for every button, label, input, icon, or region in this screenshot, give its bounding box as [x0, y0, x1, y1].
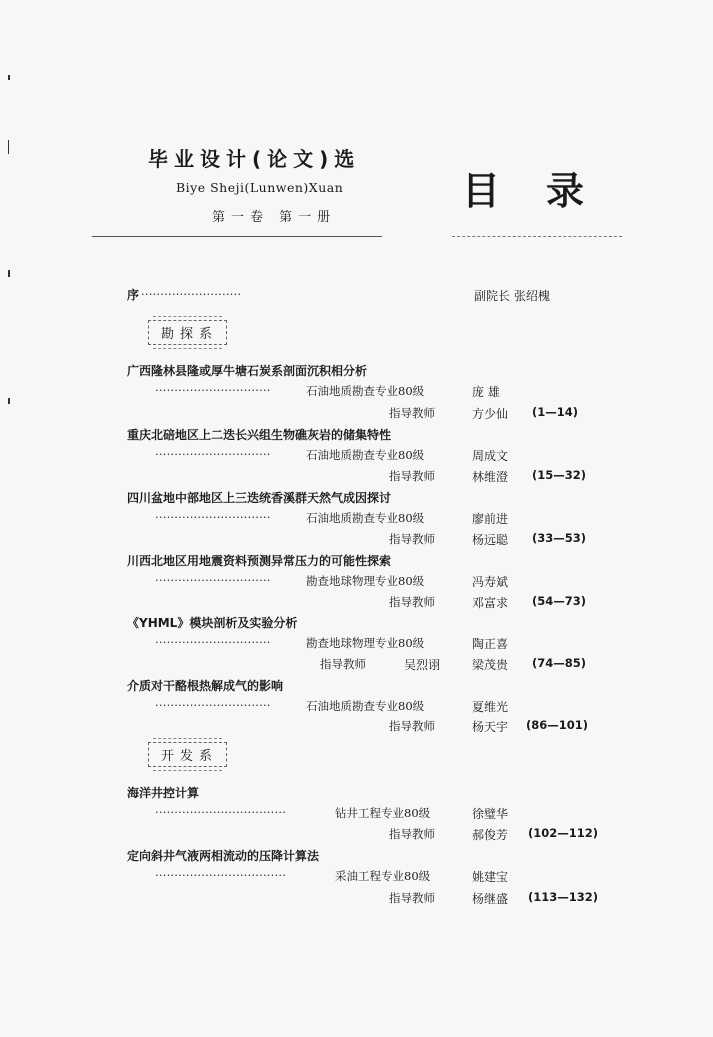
advisor-label: 指导教师: [389, 532, 435, 546]
series-title: 毕业设计(论文)选: [148, 147, 361, 171]
entry-dots: ······························: [155, 698, 271, 712]
entry-dots: ······························: [155, 510, 271, 524]
advisor-label: 指导教师: [389, 406, 435, 420]
entry-advisor: 杨远聪: [472, 533, 509, 547]
entry-advisor: 邓富求: [472, 596, 509, 610]
preface-author: 副院长 张绍槐: [474, 289, 550, 303]
entry-advisor: 林维澄: [472, 470, 509, 484]
entry-advisor: 方少仙: [472, 407, 509, 421]
entry-advisor: 梁茂贵: [472, 658, 509, 672]
entry-dots: ······························: [155, 573, 271, 587]
preface-dots: ··························: [141, 287, 242, 301]
advisor-label: 指导教师: [389, 891, 435, 905]
entry-student: 冯寿斌: [472, 575, 509, 589]
entry-dots: ······························: [155, 447, 271, 461]
entry-title: 海洋井控计算: [127, 786, 200, 800]
entry-major: 石油地质勘查专业80级: [306, 699, 425, 713]
entry-title: 广西隆林县隆或厚牛塘石炭系剖面沉积相分析: [127, 364, 368, 378]
entry-title: 定向斜井气液两相流动的压降计算法: [127, 849, 320, 863]
entry-major: 石油地质勘查专业80级: [306, 384, 425, 398]
entry-title: 四川盆地中部地区上三迭统香溪群天然气成因探讨: [127, 491, 392, 505]
advisor-label: 指导教师: [320, 657, 366, 671]
entry-advisor-secondary: 吴烈诩: [404, 658, 441, 672]
entry-title: 重庆北碚地区上二迭长兴组生物礁灰岩的储集特性: [127, 428, 392, 442]
entry-major: 采油工程专业80级: [335, 869, 431, 883]
scan-speck: [8, 140, 9, 154]
department-exploration: 勘探系: [148, 320, 227, 345]
scan-speck: [8, 398, 10, 404]
scan-speck: [8, 75, 10, 80]
entry-pages: (1—14): [532, 405, 579, 419]
advisor-label: 指导教师: [389, 469, 435, 483]
contents-title: 目录: [462, 169, 631, 213]
entry-title: 介质对干酪根热解成气的影响: [127, 679, 284, 693]
entry-student: 徐璧华: [472, 807, 509, 821]
series-pinyin: Biye Sheji(Lunwen)Xuan: [176, 180, 344, 195]
entry-pages: (54—73): [532, 594, 587, 608]
entry-major: 勘查地球物理专业80级: [306, 574, 425, 588]
entry-dots: ··································: [155, 805, 287, 819]
entry-pages: (33—53): [532, 531, 587, 545]
entry-student: 姚建宝: [472, 870, 509, 884]
entry-major: 勘查地球物理专业80级: [306, 636, 425, 650]
department-development: 开发系: [148, 742, 227, 767]
entry-student: 夏维光: [472, 700, 509, 714]
header-rule-left: [92, 236, 382, 237]
entry-major: 钻井工程专业80级: [335, 806, 431, 820]
scan-speck: [8, 270, 10, 277]
advisor-label: 指导教师: [389, 595, 435, 609]
entry-advisor: 杨天宇: [472, 720, 509, 734]
entry-student: 廖前进: [472, 512, 509, 526]
entry-advisor: 杨继盛: [472, 892, 509, 906]
header-rule-right: [452, 236, 622, 237]
volume-label: 第一卷 第一册: [212, 210, 337, 225]
entry-pages: (113—132): [528, 890, 599, 904]
entry-student: 周成文: [472, 449, 509, 463]
advisor-label: 指导教师: [389, 827, 435, 841]
entry-major: 石油地质勘查专业80级: [306, 511, 425, 525]
entry-major: 石油地质勘查专业80级: [306, 448, 425, 462]
entry-title: 《YHML》模块剖析及实验分析: [127, 616, 298, 630]
entry-dots: ······························: [155, 635, 271, 649]
entry-student: 陶正喜: [472, 637, 509, 651]
entry-pages: (15—32): [532, 468, 587, 482]
entry-dots: ······························: [155, 383, 271, 397]
entry-title: 川西北地区用地震资料预测异常压力的可能性探索: [127, 554, 392, 568]
entry-student: 庞 雄: [472, 385, 500, 399]
entry-pages: (74—85): [532, 656, 587, 670]
entry-dots: ··································: [155, 868, 287, 882]
entry-pages: (86—101): [526, 718, 589, 732]
advisor-label: 指导教师: [389, 719, 435, 733]
entry-advisor: 郝俊芳: [472, 828, 509, 842]
entry-pages: (102—112): [528, 826, 599, 840]
preface-label: 序: [127, 288, 140, 302]
